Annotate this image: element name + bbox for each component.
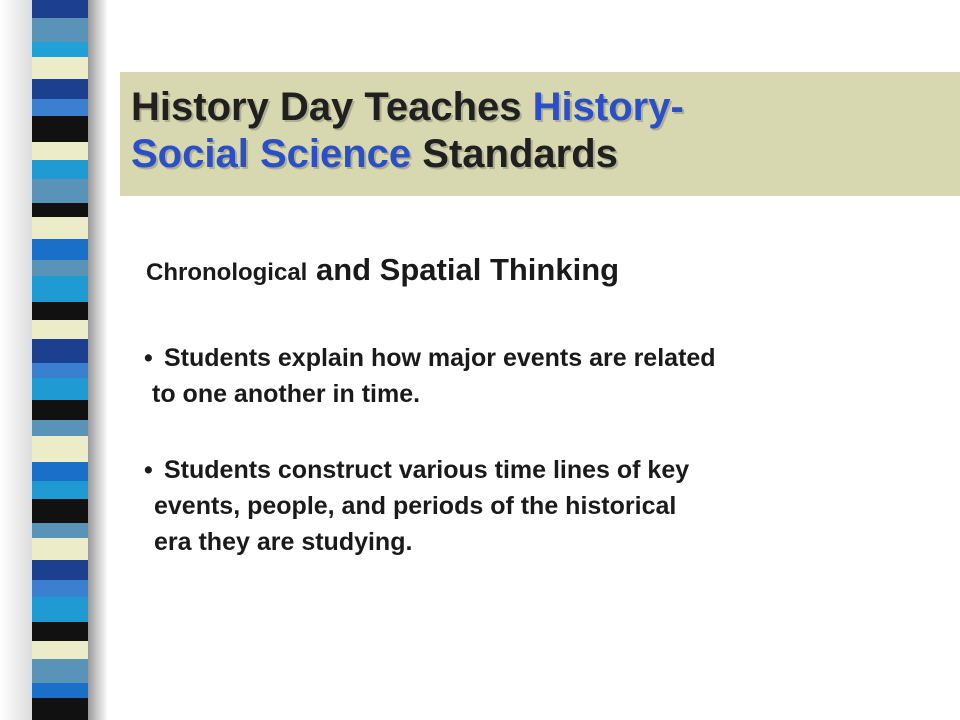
slide-title — [131, 84, 891, 178]
stripe-block — [32, 0, 88, 18]
bullet-list — [144, 340, 904, 600]
stripe-block — [32, 378, 88, 400]
stripe-blocks — [32, 0, 88, 720]
bullet-item — [144, 452, 904, 560]
stripe-block — [32, 179, 88, 203]
stripe-block — [32, 641, 88, 659]
stripe-block — [32, 462, 88, 480]
stripe-block — [32, 436, 88, 462]
bullet-item — [144, 340, 904, 412]
stripe-right-shadow — [88, 0, 108, 720]
stripe-block — [32, 42, 88, 57]
stripe-block — [32, 320, 88, 338]
stripe-block — [32, 363, 88, 378]
stripe-block — [32, 538, 88, 560]
stripe-block — [32, 659, 88, 683]
stripe-block — [32, 79, 88, 99]
stripe-block — [32, 239, 88, 259]
stripe-block — [32, 142, 88, 160]
stripe-block — [32, 18, 88, 42]
stripe-block — [32, 420, 88, 437]
stripe-block — [32, 400, 88, 420]
stripe-block — [32, 99, 88, 116]
stripe-block — [32, 683, 88, 698]
title-part-3: Social Science — [131, 132, 412, 176]
stripe-block — [32, 622, 88, 640]
stripe-block — [32, 57, 88, 79]
stripe-block — [32, 302, 88, 320]
stripe-block — [32, 523, 88, 538]
stripe-block — [32, 481, 88, 499]
stripe-block — [32, 160, 88, 178]
stripe-block — [32, 203, 88, 218]
section-subheading — [146, 252, 619, 288]
subheading-small: Chronological — [146, 259, 308, 286]
stripe-block — [32, 217, 88, 239]
stripe-block — [32, 597, 88, 623]
stripe-block — [32, 339, 88, 363]
stripe-left-shade — [0, 0, 32, 720]
bullet-line: events, people, and periods of the historical — [154, 492, 677, 520]
bullet-line — [144, 340, 904, 376]
bullet-line — [144, 452, 904, 488]
bullet-line: era they are studying. — [154, 528, 413, 556]
stripe-block — [32, 499, 88, 523]
stripe-block — [32, 580, 88, 597]
stripe-block — [32, 698, 88, 720]
title-part-4: Standards — [411, 132, 618, 176]
stripe-block — [32, 116, 88, 142]
stripe-block — [32, 560, 88, 580]
bullet-dot: • — [144, 456, 153, 484]
title-part-2: History- — [532, 85, 684, 129]
decorative-stripe-bar — [0, 0, 108, 720]
bullet-text: Students explain how major events are related — [164, 344, 716, 372]
bullet-dot: • — [144, 344, 153, 372]
title-part-1: History Day Teaches — [131, 85, 533, 129]
stripe-block — [32, 260, 88, 277]
subheading-large: and Spatial Thinking — [307, 252, 620, 287]
bullet-text: Students construct various time lines of key — [164, 456, 690, 484]
stripe-block — [32, 276, 88, 302]
bullet-line: to one another in time. — [152, 380, 421, 408]
